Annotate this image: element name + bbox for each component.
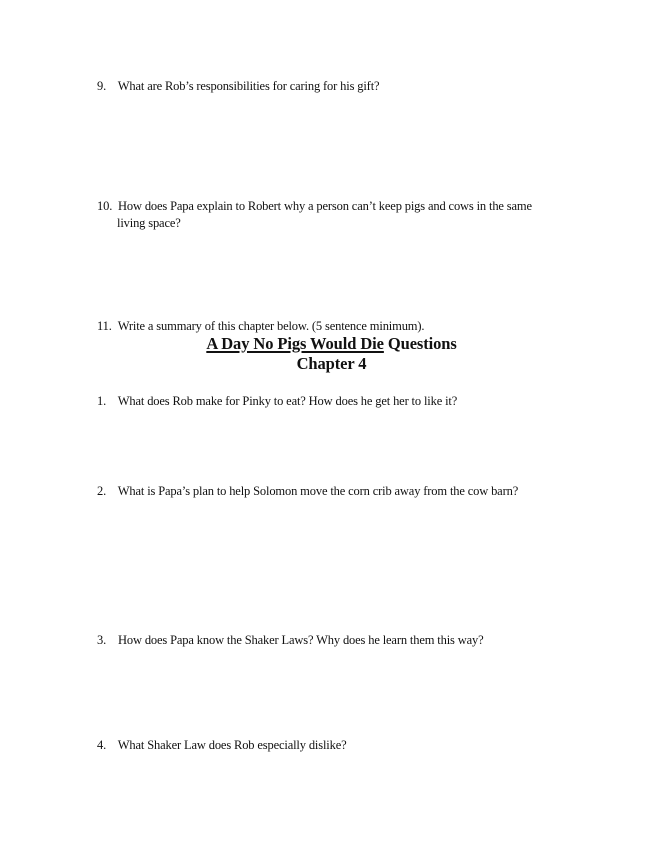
chapter-label: Chapter 4 <box>296 354 367 373</box>
question-10 <box>97 198 577 232</box>
question-text: What Shaker Law does Rob especially dislike? <box>117 738 347 752</box>
question-number: 3. <box>97 633 107 647</box>
question-ch4-3 <box>97 632 577 649</box>
title-suffix: Questions <box>383 334 457 353</box>
question-text: How does Papa explain to Robert why a person can’t keep pigs and cows in the same <box>117 199 532 213</box>
question-text: What is Papa’s plan to help Solomon move the corn crib away from the cow barn? <box>117 484 519 498</box>
chapter-heading <box>0 354 663 374</box>
question-text: What does Rob make for Pinky to eat? How does he get her to like it? <box>117 394 458 408</box>
book-title: A Day No Pigs Would Die <box>206 334 384 353</box>
question-text: Write a summary of this chapter below. (5 sentence minimum). <box>117 319 425 333</box>
question-number: 2. <box>97 484 107 498</box>
question-number: 4. <box>97 738 107 752</box>
question-11 <box>97 318 577 335</box>
question-number: 11. <box>97 319 112 333</box>
question-ch4-1 <box>97 393 577 410</box>
question-ch4-2 <box>97 483 577 500</box>
question-9 <box>97 78 577 95</box>
question-number: 10. <box>97 199 113 213</box>
question-ch4-4 <box>97 737 577 754</box>
question-text: How does Papa know the Shaker Laws? Why does he learn them this way? <box>117 633 484 647</box>
question-number: 1. <box>97 394 107 408</box>
question-text-continuation: living space? <box>117 216 181 230</box>
question-number: 9. <box>97 79 107 93</box>
page-title <box>0 334 663 354</box>
question-text: What are Rob’s responsibilities for caring for his gift? <box>117 79 380 93</box>
